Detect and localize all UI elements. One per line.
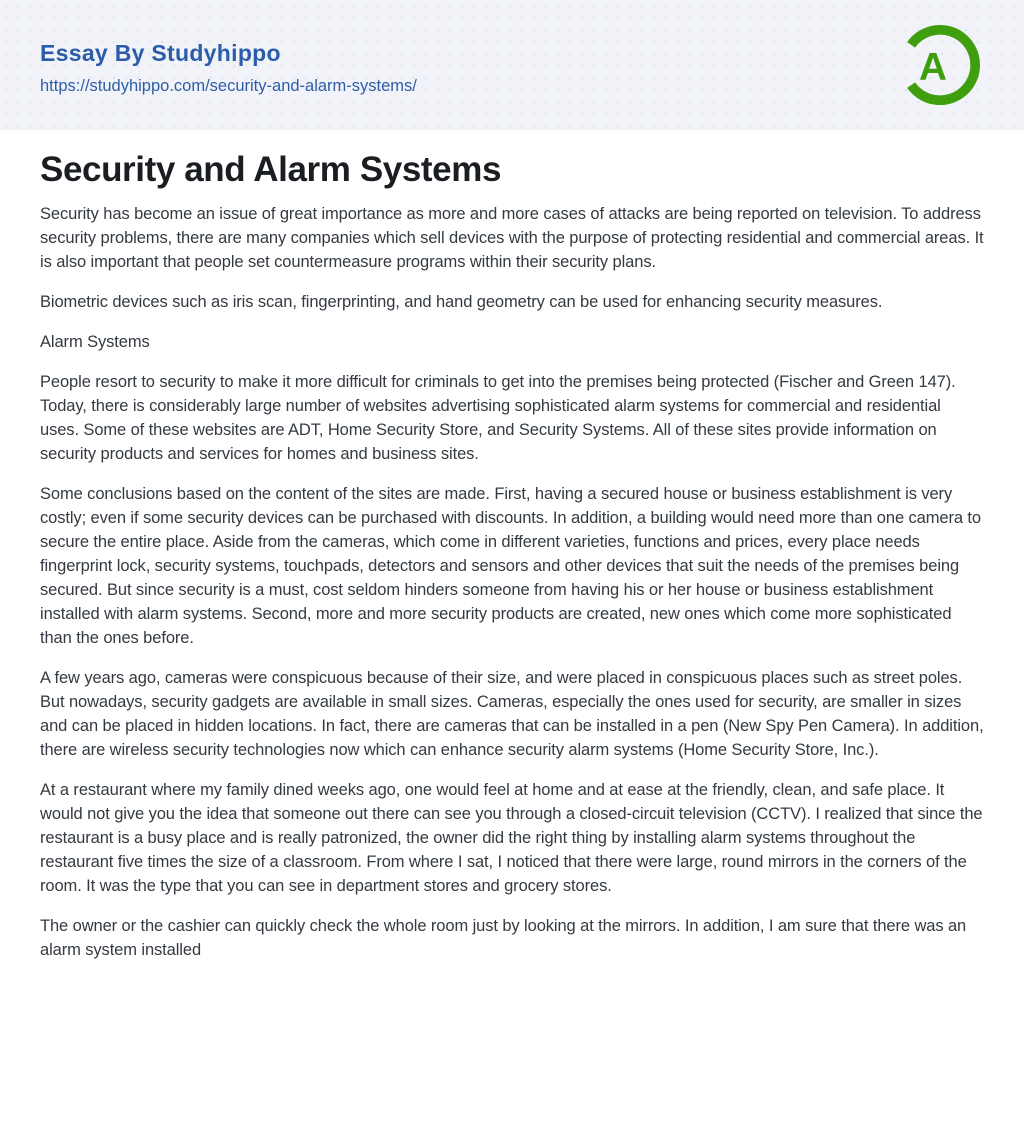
paragraph: A few years ago, cameras were conspicuous because of their size, and were placed in conspicuous places such as street poles. But nowadays, security gadgets are available in small sizes. Cameras, especially the ones used for security, are smaller in sizes and can be placed in hidden locations. In fact, there are cameras that can be installed in a pen (New Spy Pen Camera). In addition, there are wireless security technologies now which can enhance security alarm systems (Home Security Store, Inc.). — [40, 669, 984, 759]
paragraph: At a restaurant where my family dined weeks ago, one would feel at home and at ease at the friendly, clean, and safe place. It would not give you the idea that someone out there can see you through a closed-circuit television (CCTV). I realized that since the restaurant is a busy place and is really patronized, the owner did the right thing by installing alarm systems throughout the restaurant five times the size of a classroom. From where I sat, I noticed that there were large, round mirrors in the corners of the room. It was the type that you can see in department stores and grocery stores. — [40, 781, 983, 895]
studyhippo-logo-icon — [896, 16, 984, 114]
paragraph: Biometric devices such as iris scan, fingerprinting, and hand geometry can be used for enhancing security measures. — [40, 293, 883, 311]
paragraph: People resort to security to make it more difficult for criminals to get into the premises being protected (Fischer and Green 147). Today, there is considerably large number of websites advertising sophisticated alarm systems for commercial and residential uses. Some of these websites are ADT, Home Security Store, and Security Systems. All of these sites provide information on security products and services for homes and business sites. — [40, 373, 956, 463]
page-title: Security and Alarm Systems — [40, 150, 502, 189]
essay-content — [0, 130, 1024, 962]
page-header — [0, 0, 1024, 130]
source-url[interactable]: https://studyhippo.com/security-and-alarm-systems/ — [40, 77, 417, 95]
paragraph: Security has become an issue of great importance as more and more cases of attacks are being reported on television. To address security problems, there are many companies which sell devices with the purpose of protecting residential and commercial areas. It is also important that people set countermeasure programs within their security plans. — [40, 205, 984, 271]
header-text-block — [40, 34, 417, 96]
site-label: Essay By Studyhippo — [40, 40, 281, 66]
paragraph: The owner or the cashier can quickly check the whole room just by looking at the mirrors. In addition, I am sure that there was an alarm system installed — [40, 917, 967, 959]
paragraph-subheading: Alarm Systems — [40, 333, 150, 351]
paragraph: Some conclusions based on the content of the sites are made. First, having a secured house or business establishment is very costly; even if some security devices can be purchased with discounts. In addition, a building would need more than one camera to secure the entire place. Aside from the cameras, which come in different varieties, functions and prices, every place needs fingerprint lock, security systems, touchpads, detectors and sensors and other devices that suit the needs of the premises being secured. But since security is a must, cost seldom hinders someone from having his or her house or business establishment installed with alarm systems. Second, more and more security products are created, new ones which come more sophisticated than the ones before. — [40, 485, 981, 647]
logo-letter: A — [918, 45, 947, 89]
article-body — [40, 202, 984, 962]
